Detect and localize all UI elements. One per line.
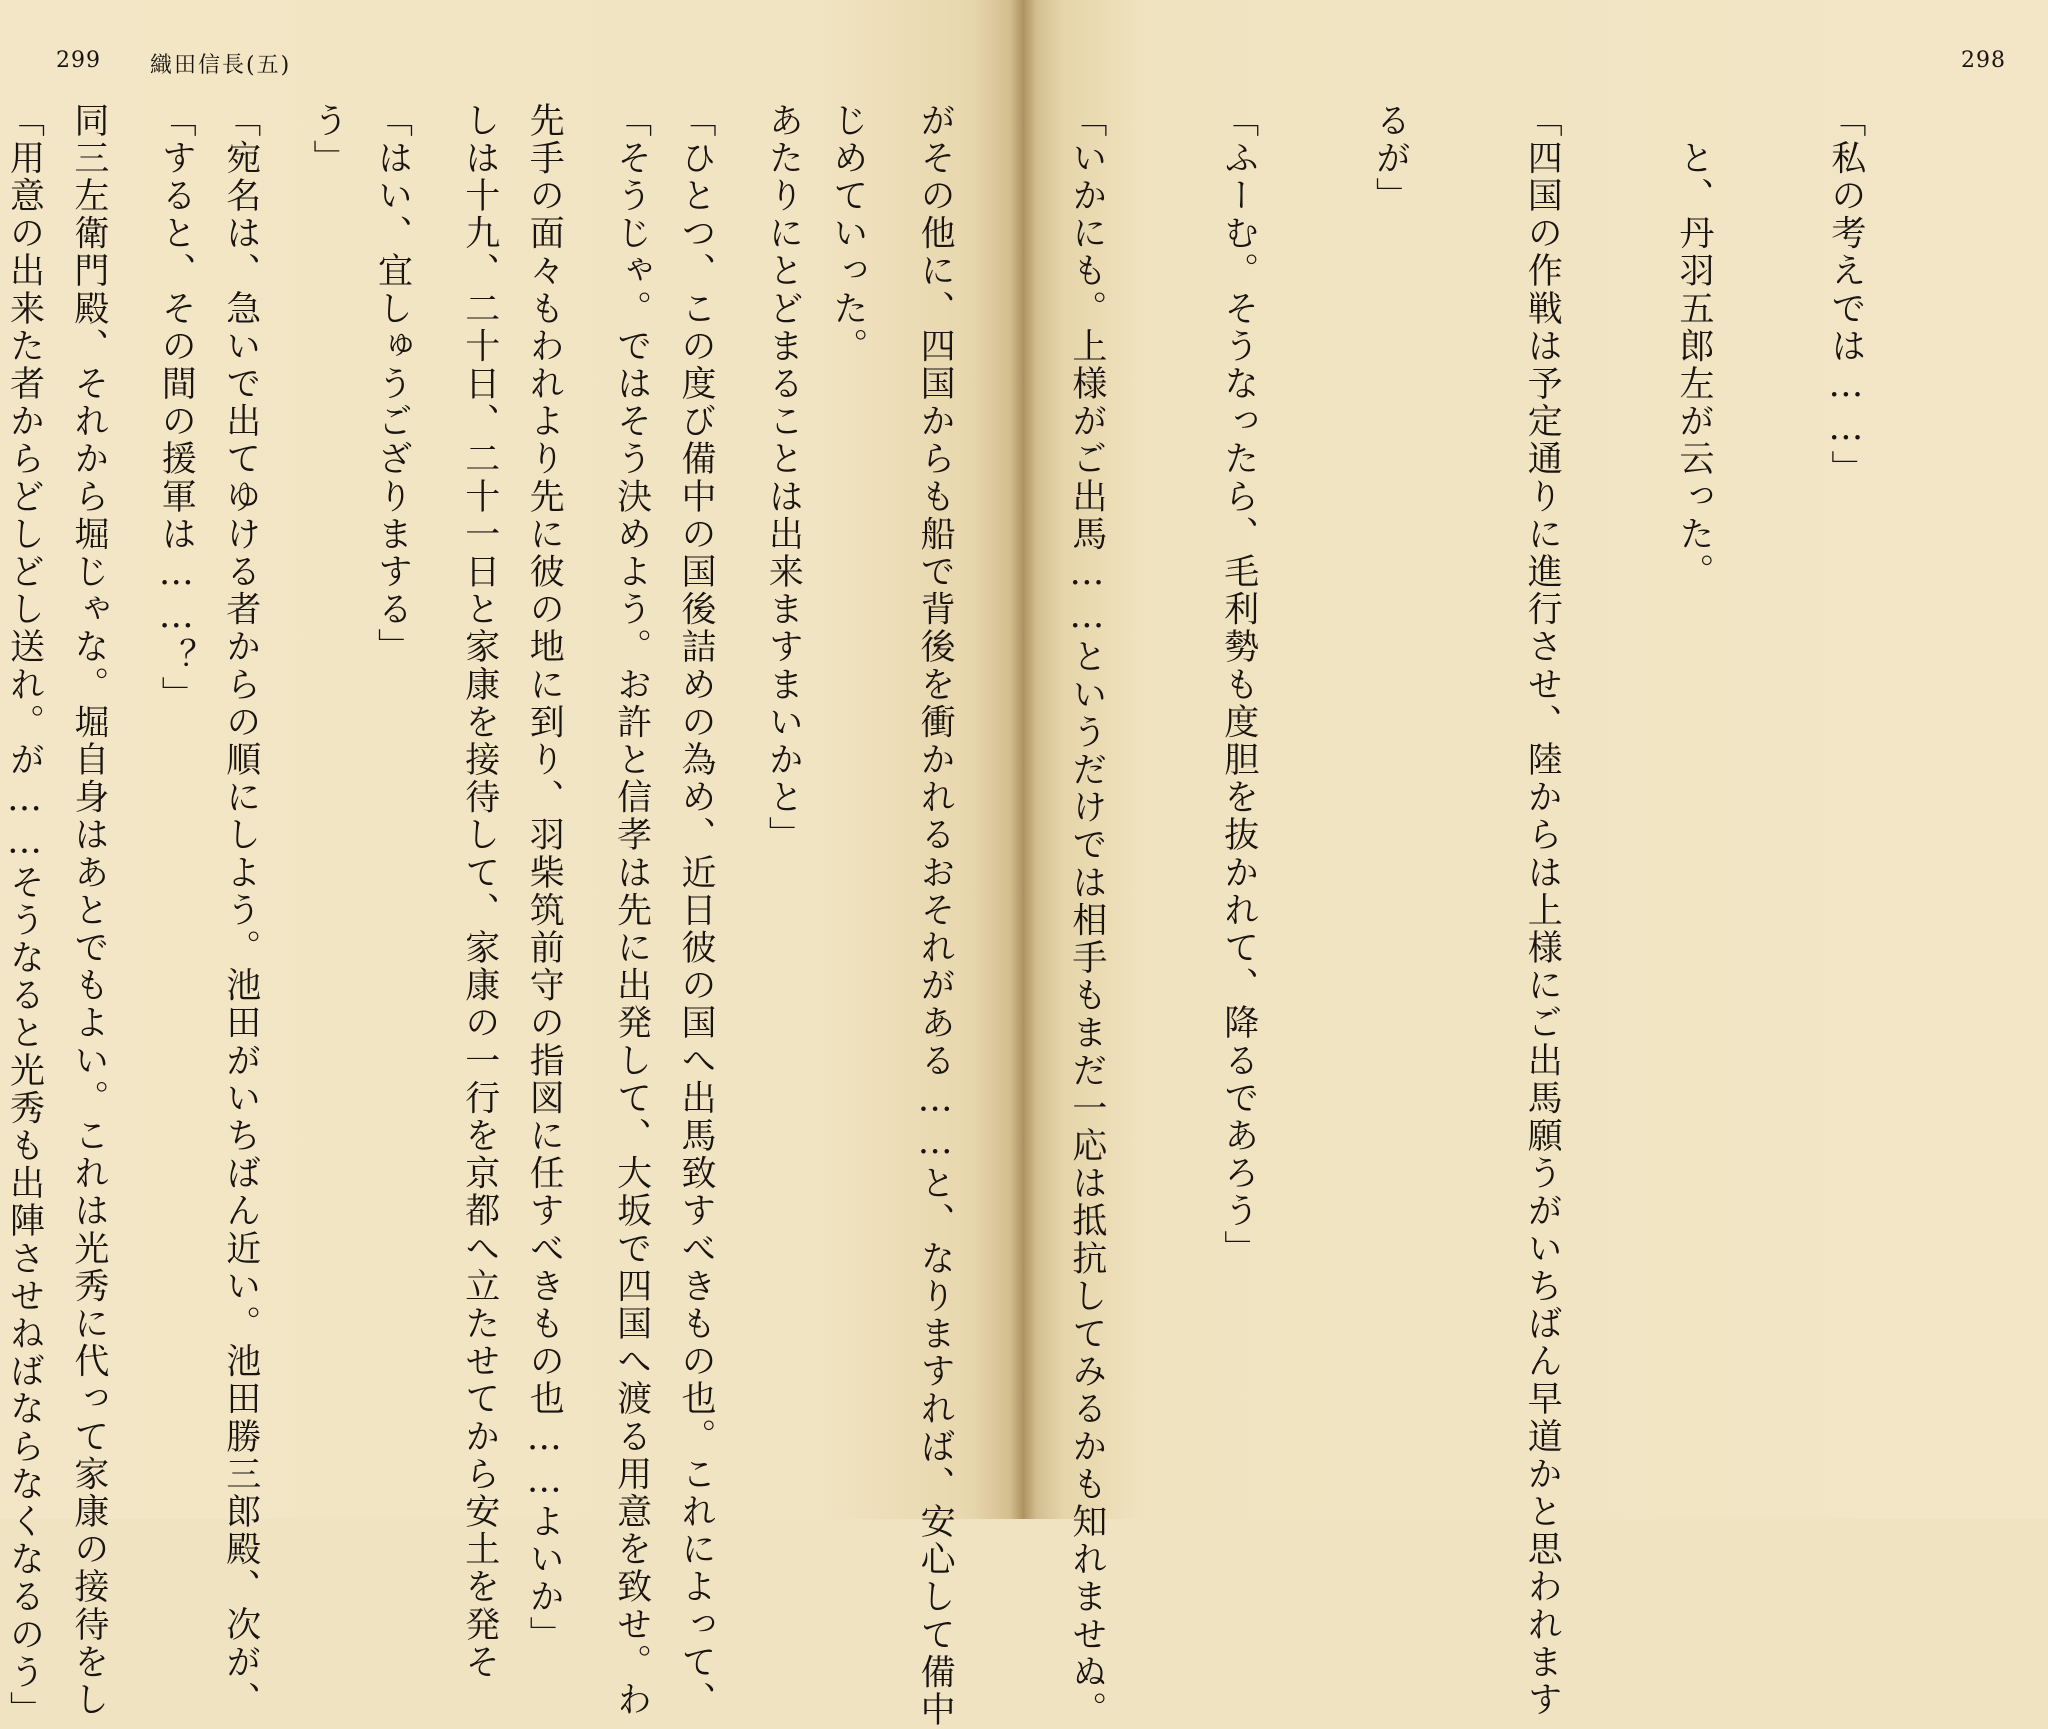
text-line: 「すると、その間の援軍は……？」: [156, 102, 197, 714]
book-gutter: [1010, 0, 1036, 1519]
running-title: 織田信長(五): [150, 53, 292, 78]
text-line: あたりにとどまることは出来ますまいかと」: [763, 102, 804, 854]
text-line: 「そうじゃ。ではそう決めよう。お許と信孝は先に出発して、大坂で四国へ渡る用意を致せ。わ: [611, 102, 652, 1719]
text-line: 「宛名は、急いで出てゆける者からの順にしよう。池田がいちばん近い。池田勝三郎殿、次が、: [220, 102, 261, 1719]
text-line: 「四国の作戦は予定通りに進行させ、陸からは上様にご出馬願うがいちばん早道かと思われます: [1522, 102, 1563, 1719]
text-line: 同三左衛門殿、それから堀じゃな。堀自身はあとでもよい。これは光秀に代って家康の接待をし: [68, 102, 109, 1719]
text-line: と、丹羽五郎左が云った。: [1674, 102, 1715, 591]
text-line: しは十九、二十日、二十一日と家康を接待して、家康の一行を京都へ立たせてから安土を発そ: [459, 102, 500, 1682]
text-line: 「ふーむ。そうなったら、毛利勢も度胆を抜かれて、降るであろう」: [1218, 102, 1259, 1268]
text-line: じめていった。: [827, 102, 868, 366]
text-line: 「私の考えでは……」: [1825, 102, 1866, 488]
page-number-left: 299: [56, 48, 101, 73]
text-line: 「はい、宜しゅうござりまする」: [372, 102, 413, 666]
text-line: 先手の面々もわれより先に彼の地に到り、羽柴筑前守の指図に任すべきもの也……よいか」: [524, 102, 565, 1654]
text-line: 「ひとつ、この度び備中の国後詰めの為め、近日彼の国へ出馬致すべきもの也。これによって、: [676, 102, 717, 1719]
text-line: がその他に、四国からも船で背後を衝かれるおそれがある……と、なりますれば、安心して備中: [915, 102, 956, 1729]
text-line: 「用意の出来た者からどしどし送れ。が……そうなると光秀も出陣させねばならなくなるのう」: [4, 102, 45, 1729]
text-line: 「いかにも。上様がご出馬……というだけでは相手もまだ一応は抵抗してみるかも知れませぬ。: [1066, 102, 1107, 1729]
text-line: るが」: [1370, 102, 1411, 215]
text-line: う」: [308, 102, 348, 178]
page-number-right: 298: [1961, 48, 2006, 73]
